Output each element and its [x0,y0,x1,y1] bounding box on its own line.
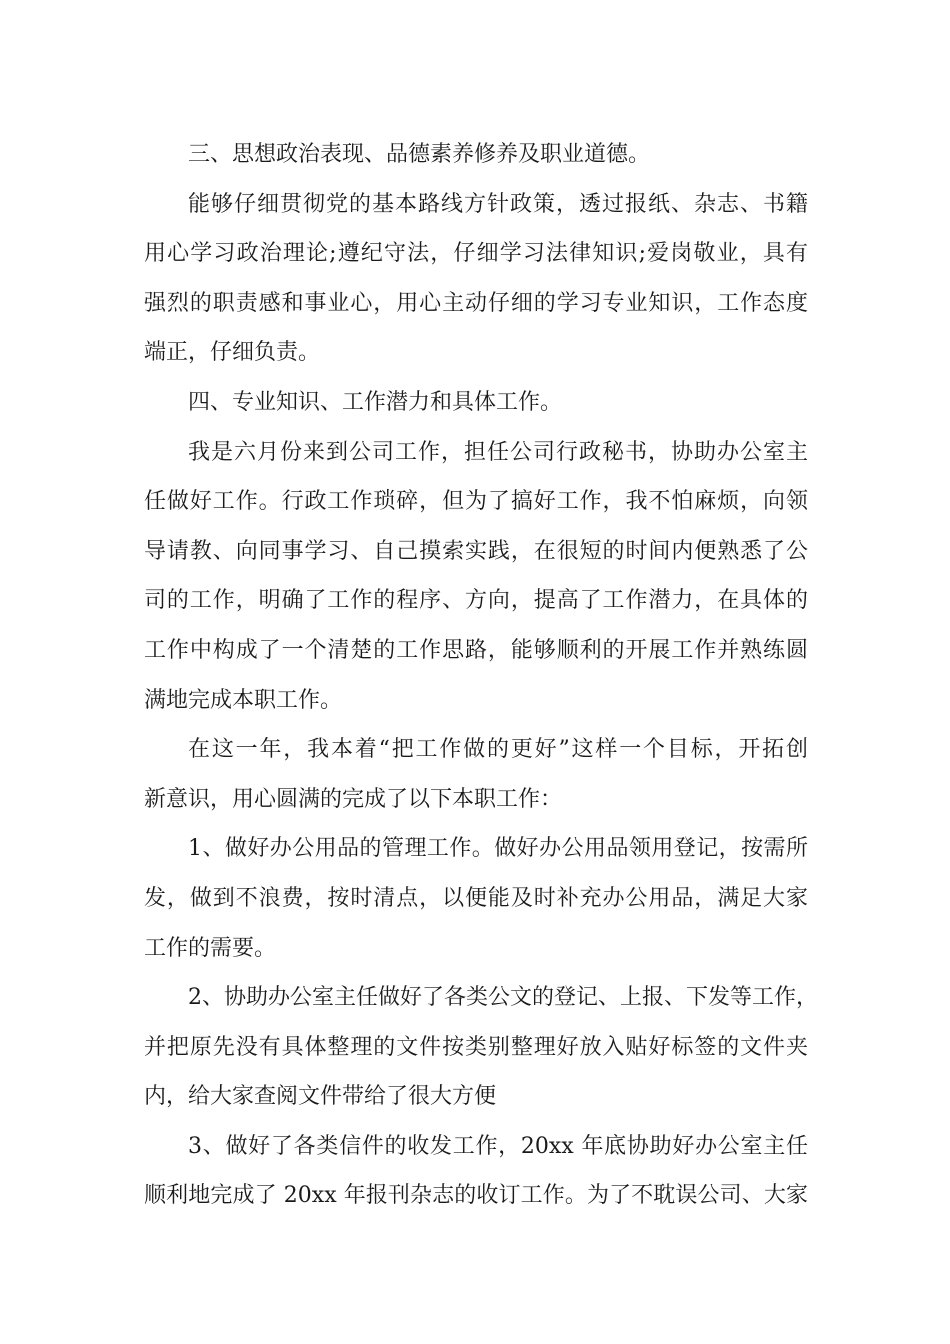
paragraph-line: 能够仔细贯彻党的基本路线方针政策，透过报纸、杂志、书籍 [188,191,808,217]
list-item-1-line: 发，做到不浪费，按时清点，以便能及时补充办公用品，满足大家 [144,885,808,911]
section-heading-3: 三、思想政治表现、品德素养修养及职业道德。 [188,142,651,167]
paragraph-line: 我是六月份来到公司工作，担任公司行政秘书，协助办公室主 [188,439,808,465]
list-item-1-line: 工作的需要。 [144,935,277,961]
list-item-2-line: 2、协助办公室主任做好了各类公文的登记、上报、下发等工作， [188,985,818,1011]
document-body [144,130,818,1221]
paragraph-line: 导请教、向同事学习、自己摸索实践，在很短的时间内便熟悉了公 [144,538,808,564]
paragraph-line: 新意识，用心圆满的完成了以下本职工作： [144,786,563,812]
list-item-1-line: 1、做好办公用品的管理工作。做好办公用品领用登记，按需所 [188,836,808,862]
list-item-3-line: 3、做好了各类信件的收发工作，20xx 年底协助好办公室主任 [188,1133,808,1159]
paragraph-line: 司的工作，明确了工作的程序、方向，提高了工作潜力，在具体的 [144,588,808,614]
list-item-3-line: 顺利地完成了 20xx 年报刊杂志的收订工作。为了不耽误公司、大家 [144,1183,808,1209]
paragraph-line: 任做好工作。行政工作琐碎，但为了搞好工作，我不怕麻烦，向领 [144,489,808,515]
paragraph-line: 工作中构成了一个清楚的工作思路，能够顺利的开展工作并熟练圆 [144,637,808,663]
paragraph-line: 端正，仔细负责。 [144,340,321,366]
paragraph-line: 在这一年，我本着“把工作做的更好”这样一个目标，开拓创 [188,737,808,763]
section-heading-4: 四、专业知识、工作潜力和具体工作。 [188,389,563,415]
paragraph-line: 满地完成本职工作。 [144,687,343,713]
paragraph-line: 用心学习政治理论;遵纪守法，仔细学习法律知识;爱岗敬业，具有 [144,241,808,267]
list-item-2-line: 并把原先没有具体整理的文件按类别整理好放入贴好标签的文件夹 [144,1034,808,1060]
paragraph-line: 强烈的职责感和事业心，用心主动仔细的学习专业知识，工作态度 [144,290,808,316]
list-item-2-line: 内，给大家查阅文件带给了很大方便 [144,1084,497,1110]
